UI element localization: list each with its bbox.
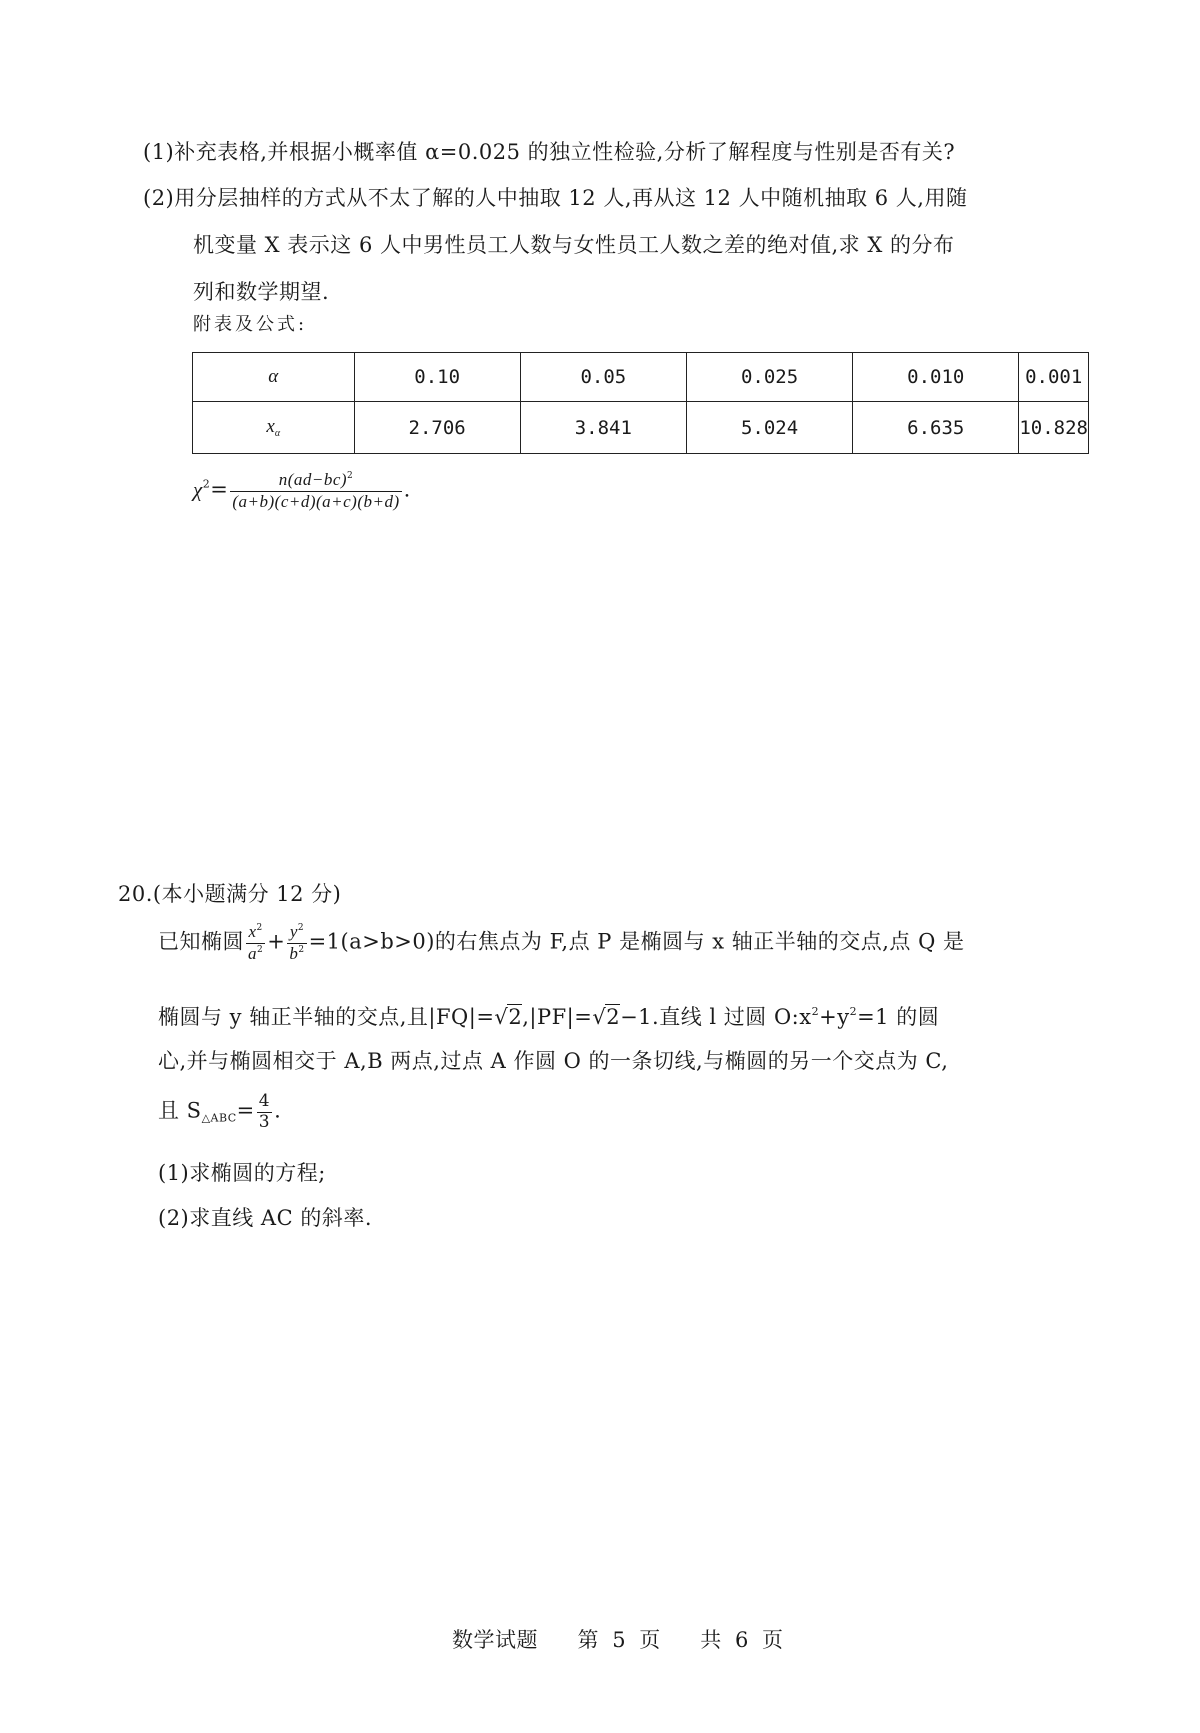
q19-part2-line3: 列和数学期望.	[193, 280, 330, 304]
q20-line2: 椭圆与 y 轴正半轴的交点,且|FQ|=√2,|PF|=√2−1.直线 l 过圆 $O:x^2+y^2=1$ 的圆	[158, 1005, 940, 1029]
footer-total: 共 6 页	[700, 1628, 784, 1652]
critical-value-table	[192, 352, 1089, 454]
q20-line3: 心,并与椭圆相交于 A,B 两点,过点 A 作圆 O 的一条切线,与椭圆的另一个交点为 C,	[158, 1049, 949, 1073]
table-row-x-alpha	[193, 402, 1089, 454]
table-cell: 0.10	[354, 353, 520, 402]
q20-line1: 已知椭圆 $\frac{x^2}{a^2}$ + $\frac{y^2}{b^2}$ =1(a>b>0)的右焦点为 F,点 P 是椭圆与 x 轴正半轴的交点,点 Q 是	[158, 922, 965, 963]
table-cell: 5.024	[686, 402, 852, 454]
table-cell: 10.828	[1019, 402, 1089, 454]
appendix-label: 附表及公式:	[193, 314, 308, 335]
q20-line4: 且 $S_{\triangle ABC}=$ $\frac{4}{3}$ .	[158, 1091, 282, 1132]
table-cell: 6.635	[853, 402, 1019, 454]
table-cell: 2.706	[354, 402, 520, 454]
chi-square-formula: $\chi^2=$ $\frac{n(ad-bc)^2}{(a+b)(c+d)(a+c)(b+d)}$ .	[193, 470, 411, 511]
table-head-alpha: α	[193, 353, 355, 402]
q19-part2-line1: (2)用分层抽样的方式从不太了解的人中抽取 12 人,再从这 12 人中随机抽取 6 人,用随	[143, 186, 968, 210]
table-cell: 0.025	[686, 353, 852, 402]
table-cell: 0.010	[853, 353, 1019, 402]
table-cell: 0.05	[520, 353, 686, 402]
footer-subject: 数学试题	[452, 1628, 538, 1652]
table-cell: 3.841	[520, 402, 686, 454]
q20-part1: (1)求椭圆的方程;	[158, 1161, 326, 1185]
table-cell: 0.001	[1019, 353, 1089, 402]
q19-part2-line2: 机变量 X 表示这 6 人中男性员工人数与女性员工人数之差的绝对值,求 X 的分布	[193, 233, 955, 257]
table-row-alpha	[193, 353, 1089, 402]
page-footer	[452, 1628, 784, 1653]
footer-page: 第 5 页	[577, 1628, 661, 1652]
q19-part1: (1)补充表格,并根据小概率值 α=0.025 的独立性检验,分析了解程度与性别是否有关?	[143, 140, 956, 164]
q20-part2: (2)求直线 AC 的斜率.	[158, 1206, 373, 1230]
table-head-x-alpha: $x_\alpha$	[193, 402, 355, 454]
q20-header: 20.(本小题满分 12 分)	[118, 882, 342, 906]
